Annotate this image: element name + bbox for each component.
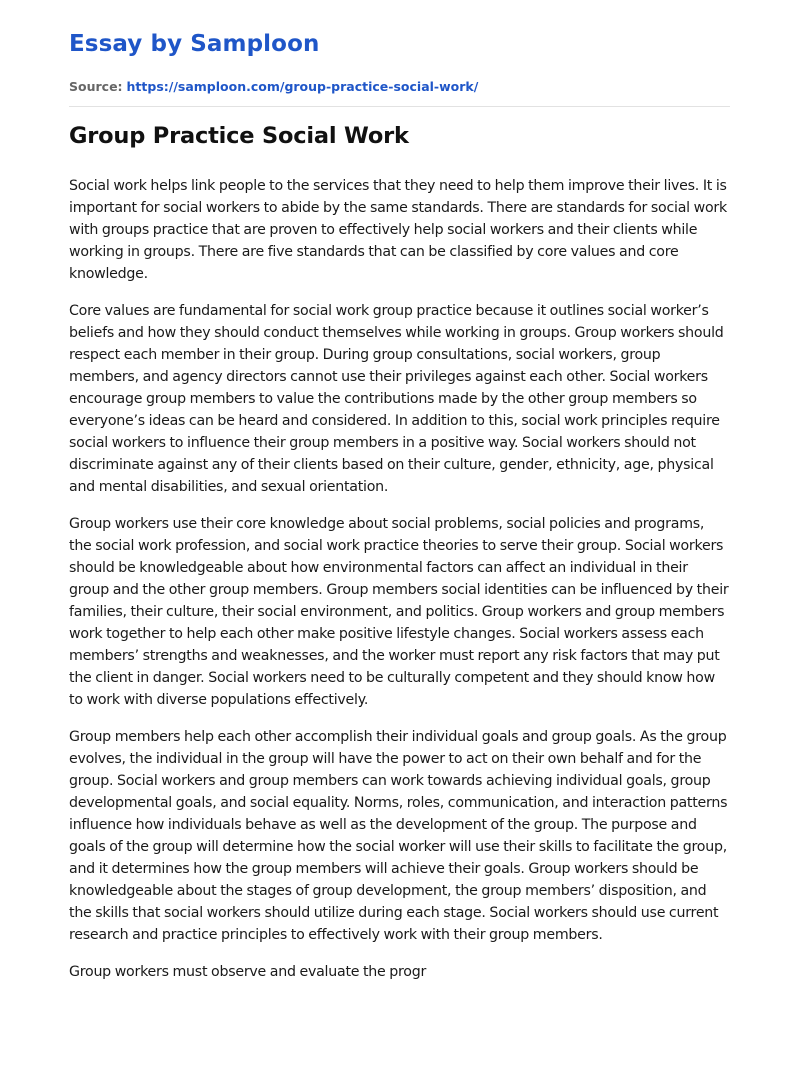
paragraph-4: Group members help each other accomplish their individual goals and group goals. As the group evolves, the individual in the group will have the power to act on their own behalf and for the group. Social workers and group members can work towards achieving individual goals, group developmental goals, and social equality. Norms, roles, communication, and interaction patterns influence how individuals behave as well as the development of the group. The purpose and goals of the group will determine how the social worker will use their skills to facilitate the group, and it determines how the group members will achieve their goals. Group workers should be knowledgeable about the stages of group development, the group members’ disposition, and the skills that social workers should utilize during each stage. Social workers should use current research and practice principles to effectively work with their group members.	[69, 729, 728, 943]
source-line	[69, 78, 730, 96]
paragraph-1: Social work helps link people to the services that they need to help them improve their lives. It is important for social workers to abide by the same standards. There are standards for social work with groups practice that are proven to effectively help social workers and their clients while working in groups. There are five standards that can be classified by core values and core knowledge.	[69, 178, 727, 282]
paragraph-2: Core values are fundamental for social work group practice because it outlines social worker’s beliefs and how they should conduct themselves while working in groups. Group workers should respect each member in their group. During group consultations, social workers, group members, and agency directors cannot use their privileges against each other. Social workers encourage group members to value the contributions made by the other group members so everyone’s ideas can be heard and considered. In addition to this, social work principles require social workers to influence their group members in a positive way. Social workers should not discriminate against any of their clients based on their culture, gender, ethnicity, age, physical and mental disabilities, and sexual orientation.	[69, 303, 724, 495]
paragraph-3: Group workers use their core knowledge about social problems, social policies and programs, the social work profession, and social work practice theories to serve their group. Social workers should be knowledgeable about how environmental factors can affect an individual in their group and the other group members. Group members social identities can be influenced by their families, their culture, their social environment, and politics. Group workers and group members work together to help each other make positive lifestyle changes. Social workers assess each members’ strengths and weaknesses, and the worker must report any risk factors that may put the client in danger. Social workers need to be culturally competent and they should know how to work with diverse populations effectively.	[69, 516, 729, 708]
essay-title: Group Practice Social Work	[69, 123, 409, 149]
paragraph-5-truncated: Group workers must observe and evaluate the progr	[69, 964, 427, 980]
brand-title: Essay by Samploon	[69, 31, 320, 57]
source-label: Source:	[69, 79, 123, 94]
source-link[interactable]: https://samploon.com/group-practice-social-work/	[126, 79, 479, 94]
header-divider	[69, 106, 730, 107]
